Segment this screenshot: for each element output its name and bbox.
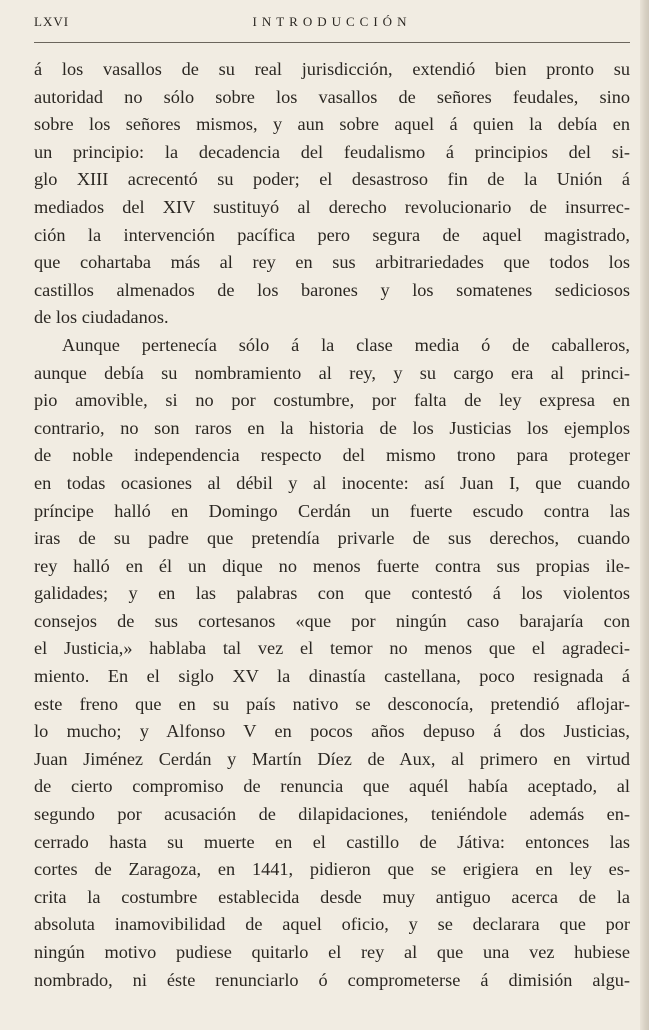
text-line: de los ciudadanos. bbox=[34, 307, 169, 328]
text-line: mediados del XIV sustituyó al derecho revolucionario de insurrec- bbox=[34, 196, 630, 217]
text-line: ningún motivo pudiese quitarlo el rey al que una vez hubiese bbox=[34, 942, 630, 962]
body-text bbox=[34, 56, 630, 994]
text-line: consejos de sus cortesanos «que por ningún caso barajaría con bbox=[34, 610, 630, 631]
text-line: Aunque pertenecía sólo á la clase media ó de caballeros, bbox=[62, 334, 630, 355]
text-line: galidades; y en las palabras con que contestó á los violentos bbox=[34, 583, 630, 604]
text-line: crita la costumbre establecida desde muy antiguo acerca de la bbox=[34, 886, 630, 907]
text-line: príncipe halló en Domingo Cerdán un fuerte escudo contra las bbox=[34, 500, 630, 521]
running-title: INTRODUCCIÓN bbox=[252, 14, 412, 29]
text-line: un principio: la decadencia del feudalismo á principios del si- bbox=[34, 141, 630, 162]
text-line: en todas ocasiones al débil y al inocente: así Juan I, que cuando bbox=[34, 472, 630, 493]
text-line: Juan Jiménez Cerdán y Martín Díez de Aux, al primero en virtud bbox=[34, 748, 630, 769]
text-line: de cierto compromiso de renuncia que aquél había aceptado, al bbox=[34, 776, 630, 797]
text-line: este freno que en su país nativo se desconocía, pretendió aflojar- bbox=[34, 693, 630, 714]
text-line: castillos almenados de los barones y los somatenes sediciosos bbox=[34, 279, 630, 300]
page-edge bbox=[640, 0, 649, 1030]
header-rule bbox=[34, 42, 630, 43]
text-line: segundo por acusación de dilapidaciones, teniéndole además en- bbox=[34, 804, 630, 825]
text-line: á los vasallos de su real jurisdicción, extendió bien pronto su bbox=[34, 59, 630, 79]
text-line: contrario, no son raros en la historia de los Justicias los ejemplos bbox=[34, 417, 630, 438]
text-line: aunque debía su nombramiento al rey, y su cargo era al princi- bbox=[34, 362, 630, 383]
text-line: nombrado, ni éste renunciarlo ó comprometerse á dimisión algu- bbox=[34, 969, 630, 990]
text-line: glo XIII acrecentó su poder; el desastroso fin de la Unión á bbox=[34, 169, 630, 190]
text-line: cortes de Zaragoza, en 1441, pidieron que se erigiera en ley es- bbox=[34, 859, 630, 880]
text-line: de noble independencia respecto del mismo trono para proteger bbox=[34, 445, 630, 466]
text-line: autoridad no sólo sobre los vasallos de señores feudales, sino bbox=[34, 86, 630, 107]
page-header bbox=[34, 14, 630, 36]
text-line: lo mucho; y Alfonso V en pocos años depuso á dos Justicias, bbox=[34, 721, 630, 742]
text-line: que cohartaba más al rey en sus arbitrariedades que todos los bbox=[34, 252, 630, 273]
text-line: miento. En el siglo XV la dinastía castellana, poco resignada á bbox=[34, 666, 630, 687]
text-line: sobre los señores mismos, y aun sobre aquel á quien la debía en bbox=[34, 114, 630, 135]
text-line: ción la intervención pacífica pero segura de aquel magistrado, bbox=[34, 224, 630, 245]
text-line: absoluta inamovibilidad de aquel oficio, y se declarara que por bbox=[34, 914, 630, 935]
text-line: rey halló en él un dique no menos fuerte contra sus propias ile- bbox=[34, 555, 630, 576]
text-line: iras de su padre que pretendía privarle de sus derechos, cuando bbox=[34, 528, 630, 549]
text-line: el Justicia,» hablaba tal vez el temor no menos que el agradeci- bbox=[34, 638, 630, 659]
text-line: pio amovible, si no por costumbre, por falta de ley expresa en bbox=[34, 390, 630, 411]
page-number: LXVI bbox=[34, 14, 70, 29]
text-line: cerrado hasta su muerte en el castillo de Játiva: entonces las bbox=[34, 831, 630, 852]
